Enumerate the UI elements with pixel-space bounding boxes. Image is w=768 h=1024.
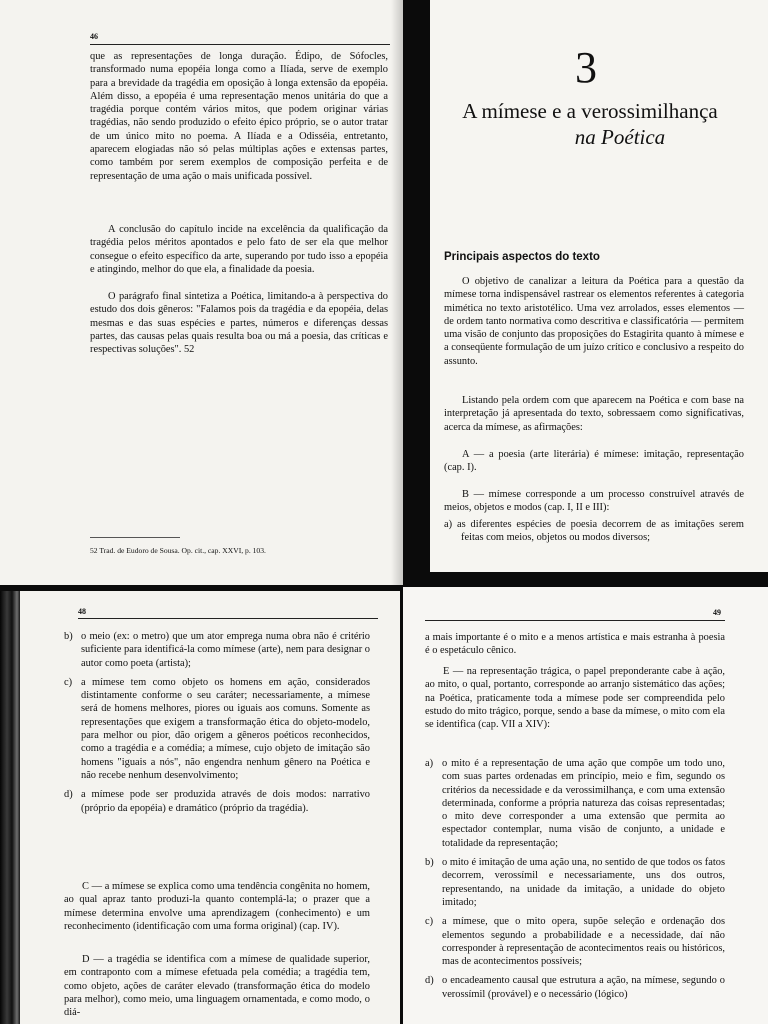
page-46 — [0, 0, 403, 585]
list-item-text: a mímese tem como objeto os homens em ação, considerados distintamente conforme o seu caráter; necessariamente, a mímese será de homens melhores, piores ou iguais aos comuns. Somente as representações que exigem a transformação ética do objeto-modelo, para melhor ou pior, dão origem a gêneros poéticos reconhecidos, como a tragédia e a comédia; a mímese, cujo objeto de imitação são homens "iguais a nós", não engendra nenhum gênero na Poética e não recebe nenhum desenvolvimento; — [81, 676, 370, 781]
paragraph: O objetivo de canalizar a leitura da Poética para a questão da mímese torna indispensável rastrear os elementos referentes à categoria mimética no texto aristotélico. Uma vez arrolados, esses elementos — de ordem tanto normativa como descritiva e classificatória — permitem uma visão de conjunto das proposições do Estagirita quanto à mímese e a conseqüente formulação de um juízo crítico e conclusivo a respeito do assunto. — [444, 276, 744, 367]
header-rule — [90, 44, 390, 45]
list-item — [425, 856, 725, 909]
paragraph: Listando pela ordem com que aparecem na Poética e com base na interpretação já apresentada do texto, sobressaem como significativas, acerca da mímese, as afirmações: — [444, 395, 744, 433]
gutter-shadow — [391, 0, 403, 585]
paragraph: A conclusão do capítulo incide na excelência da qualificação da tragédia pelos méritos apontados e pelo fato de ser ela que melhor consegue o efeito específico da arte, superando por tudo isso a epopéia e atingindo, melhor do que ela, a finalidade da poesia. — [90, 224, 388, 275]
paragraph: E — na representação trágica, o papel preponderante cabe à ação, ao mito, o qual, portanto, corresponde ao arranjo sistemático das ações; na Poética, praticamente toda a mímese pode ser compreendida pelo estudo do mito trágico, porque, sendo a base da mímese, o mito com ela se identifica (cap. VII a XIV): — [425, 666, 725, 731]
page-number: 49 — [713, 608, 721, 617]
page-number: 48 — [78, 607, 86, 616]
chapter-number: 3 — [575, 43, 597, 92]
paragraph: B — mímese corresponde a um processo construível através de meios, objetos e modos (cap. I, II e III): — [444, 489, 744, 514]
list-marker: c) — [64, 676, 73, 688]
paragraph: C — a mímese se explica como uma tendência congênita no homem, ao qual apraz tanto produzi-la quanto contemplá-la; o prazer que a mímese determina envolve uma aprendizagem (conhecimento) e um reconhecimento (identificação com uma forma original) (cap. IV). — [64, 881, 370, 932]
paragraph: a mais importante é o mito e a menos artística e mais estranha à poesia é o espetáculo cênico. — [425, 632, 725, 657]
chapter-title-line-2: na Poética — [574, 125, 666, 149]
chapter-title-line-1: A mímese e a verossimilhança — [462, 99, 718, 123]
list-item-text: o encadeamento causal que estrutura a ação, na mímese, segundo o verossímil (provável) e o necessário (lógico) — [442, 975, 725, 1000]
list-item — [64, 676, 370, 782]
list-marker: b) — [64, 631, 73, 642]
book-binding — [0, 591, 20, 1024]
page-49 — [403, 587, 768, 1024]
list-marker: d) — [425, 975, 434, 987]
list-item-text: o mito é a representação de uma ação que compõe um todo uno, com suas partes ordenadas em princípio, meio e fim, segundo os critérios da necessidade e da verossimilhança, e com uma extensão determinada, conforme a própria natureza das coisas representadas; o mito deve corresponder a uma extensão que permita ao espectador contemplar, numa visão de conjunto, a unidade e totalidade da representação; — [442, 758, 725, 849]
list-item — [64, 788, 370, 815]
page-number: 46 — [90, 32, 98, 41]
list-item — [425, 974, 725, 1001]
header-rule — [78, 618, 378, 619]
section-heading: Principais aspectos do texto — [444, 251, 600, 263]
chapter-title — [430, 98, 750, 150]
list-item-text: o meio (ex: o metro) que um ator emprega numa obra não é critério suficiente para identificá-la como mímese (arte), nem para designar o autor como poeta (artista); — [81, 631, 370, 669]
list — [425, 757, 725, 1007]
header-rule — [425, 620, 725, 621]
list-marker: d) — [64, 789, 73, 801]
list-item-text: o mito é imitação de uma ação una, no sentido de que todos os fatos decorrem, verossímil e necessariamente, uns dos outros, representando, na unidade da imitação, a unidade do objeto imitado; — [442, 857, 725, 908]
paragraph: D — a tragédia se identifica com a mímese de qualidade superior, em contraponto com a mímese efetuada pela comédia; a tragédia tem, como objeto, ações de caráter elevado (transformação ética do modelo para melhor), como meio, uma linguagem ornamentada, e como modo, o diá- — [64, 954, 370, 1019]
list-item-text: a mímese pode ser produzida através de dois modos: narrativo (próprio da epopéia) e dramático (próprio da tragédia). — [81, 789, 370, 814]
paragraph: que as representações de longa duração. Édipo, de Sófocles, transformado numa epopéia longa como a Ilíada, serve de exemplo para a brevidade da tragédia em oposição à longa extensão da epopéia. Além disso, a epopéia é uma representação menos unitária do que a tragédia porque contém vários mitos, que podem originar várias tragédias, não sendo produzido o efeito épico próprio, se o autor tratar de um único mito no poema. A Ilíada e a Odisséia, entretanto, aparecem elogiadas não só pelas múltiplas ações e extensas partes, como também por serem exemplos de composição perfeita e de representação de uma ação o mais unificada possível. — [90, 51, 388, 182]
list-item — [64, 630, 370, 670]
list-item: a) as diferentes espécies de poesia decorrem de as imitações serem feitas com meios, objetos ou modos diversos; — [444, 519, 744, 544]
footnote: 52 Trad. de Eudoro de Sousa. Op. cit., cap. XXVI, p. 103. — [90, 546, 266, 555]
list-marker: a) — [425, 758, 434, 769]
page-47 — [430, 0, 768, 572]
list-item — [425, 915, 725, 968]
footnote-rule — [90, 537, 180, 538]
list-marker: b) — [425, 857, 434, 869]
page-48 — [20, 591, 400, 1024]
list-marker: c) — [425, 916, 434, 928]
paragraph: O parágrafo final sintetiza a Poética, limitando-a à perspectiva do estudo dos dois gêneros: "Falamos pois da tragédia e da epopéia, delas mesmas e das suas espécies e partes, números e diferenças dessas partes, das causas pelas quais resulta boa ou má a poesia, das críticas e respectivas soluções". 52 — [90, 291, 388, 356]
list-item-text: a mímese, que o mito opera, supõe seleção e ordenação dos elementos segundo a probabilidade e a necessidade, daí não corresponder à representação de acontecimentos reais ou históricos, mas de acontecimentos possíveis; — [442, 916, 725, 968]
list-item — [425, 757, 725, 850]
list — [64, 630, 370, 821]
paragraph: A — a poesia (arte literária) é mímese: imitação, representação (cap. I). — [444, 449, 744, 474]
